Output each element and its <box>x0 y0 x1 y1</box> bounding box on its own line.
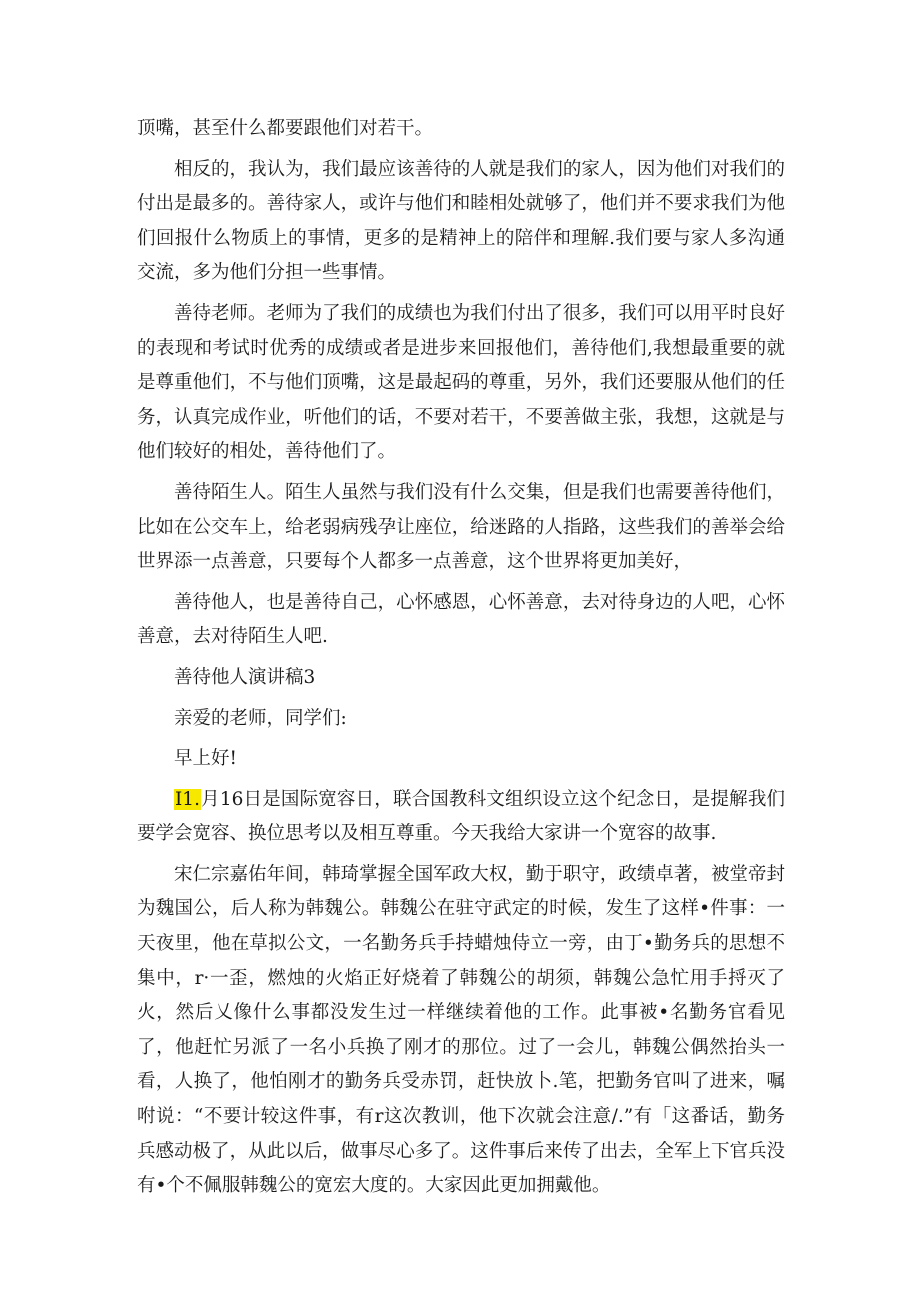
paragraph-conclusion: 善待他人，也是善待自己，心怀感恩，心怀善意，去对待身边的人吧，心怀善意，去对待陌生人吧. <box>137 591 785 648</box>
document-body <box>137 112 785 1204</box>
paragraph-family: 相反的，我认为，我们最应该善待的人就是我们的家人，因为他们对我们的付出是最多的。善待家人，或许与他们和睦相处就够了，他们并不要求我们为他们回报什么物质上的事情，更多的是精神上的陪伴和理解.我们要与家人多沟通交流，多为他们分担一些事情。 <box>137 158 785 284</box>
salutation: 亲爱的老师，同学们: <box>174 707 347 729</box>
paragraph-continuation: 顶嘴，甚至什么都要跟他们对若干。 <box>137 118 434 139</box>
paragraph-tolerance-day <box>137 783 785 852</box>
greeting: 早上好! <box>174 748 237 770</box>
highlighted-text: I1. <box>175 788 200 810</box>
paragraph-tolerance-day-text: 月16日是国际宽容日，联合国教科文组织设立这个纪念日，是提解我们要学会宽容、换位思考以及相互尊重。今天我给大家讲一个宽容的故事. <box>137 788 785 845</box>
section-heading: 善待他人演讲稿3 <box>174 666 316 688</box>
paragraph-strangers: 善待陌生人。陌生人虽然与我们没有什么交集，但是我们也需要善待他们，比如在公交车上，给老弱病残孕让座位，给迷路的人指路，这些我们的善举会给世界添一点善意，只要每个人都多一点善意，这个世界将更加美好， <box>137 481 785 573</box>
paragraph-teachers: 善待老师。老师为了我们的成绩也为我们付出了很多，我们可以用平时良好的表现和考试时优秀的成绩或者是进步来回报他们，善待他们,我想最重要的就是尊重他们，不与他们顶嘴，这是最起码的尊重，另外，我们还要服从他们的任务，认真完成作业，听他们的话，不要对若干，不要善做主张，我想，这就是与他们较好的相处，善待他们了。 <box>137 302 785 463</box>
paragraph-story: 宋仁宗嘉佑年间，韩琦掌握全国军政大权，勤于职守，政绩卓著，被堂帝封为魏国公，后人称为韩魏公。韩魏公在驻守武定的时候，发生了这样•件事：一天夜里，他在草拟公文，一名勤务兵手持蜡烛侍立一旁，由丁•勤务兵的思想不集中，r·一歪，燃烛的火焰正好烧着了韩魏公的胡须，韩魏公急忙用手捋灭了火，然后乂像什么事都没发生过一样继续着他的工作。此事被•名勤务官看见了，他赶忙另派了一名小兵换了刚才的那位。过了一会儿，韩魏公偶然抬头一看，人换了，他怕刚才的勤务兵受赤罚，赶快放卜.笔，把勤务官叫了进来，嘱咐说：“不要计较这件事，有r这次教训，他下次就会注意/.”有「这番话，勤务兵感动极了，从此以后，做事尽心多了。这件事后来传了出去，全军上下官兵没有•个不佩服韩魏公的宽宏大度的。大家因此更加拥戴他。 <box>137 863 785 1197</box>
